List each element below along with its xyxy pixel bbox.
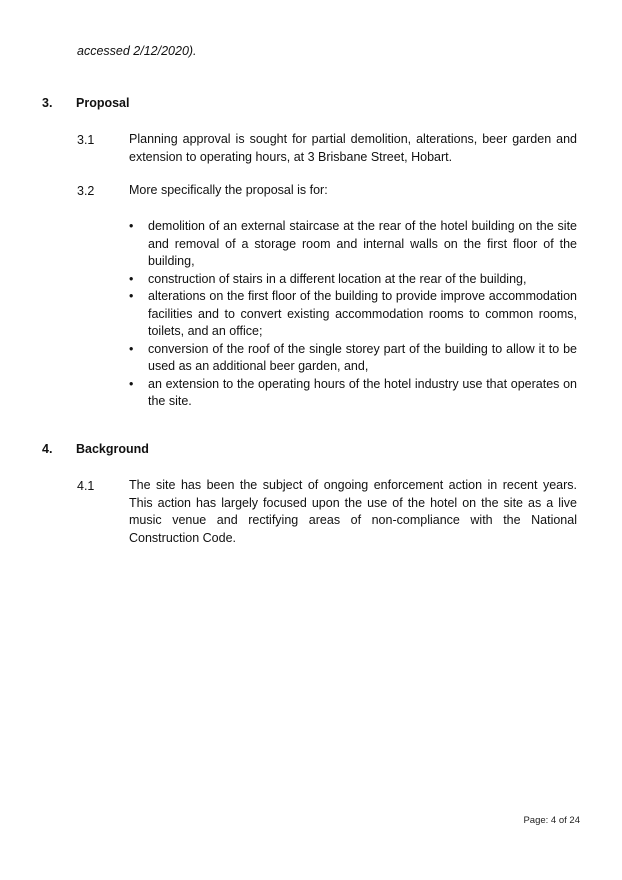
bullet-icon: •	[129, 376, 134, 391]
bullet-icon: •	[129, 219, 134, 233]
paragraph-4-1-number: 4.1	[77, 479, 95, 493]
proposal-bullet-list	[129, 218, 577, 411]
section-3-number: 3.	[42, 96, 53, 110]
bullet-text: an extension to the operating hours of the hotel industry use that operates on the site.	[148, 376, 577, 408]
section-4-title: Background	[76, 442, 149, 456]
paragraph-3-1-number: 3.1	[77, 133, 95, 147]
bullet-text: alterations on the first floor of the building to provide improve accommodation facilities and to convert existing accommodation rooms to common rooms, toilets, and an office;	[148, 289, 577, 338]
paragraph-3-2-text: More specifically the proposal is for:	[129, 183, 328, 197]
bullet-icon: •	[129, 289, 134, 303]
bullet-item	[129, 376, 577, 411]
bullet-icon: •	[129, 271, 134, 286]
continued-reference-text: accessed 2/12/2020).	[77, 44, 197, 58]
bullet-text: demolition of an external staircase at the rear of the hotel building on the site and removal of a storage room and internal walls on the first floor of the building,	[148, 219, 577, 268]
paragraph-3-2-number: 3.2	[77, 184, 95, 198]
bullet-item	[129, 271, 577, 289]
paragraph-3-1-text: Planning approval is sought for partial demolition, alterations, beer garden and extension to operating hours, at 3 Brisbane Street, Hobart.	[129, 132, 577, 164]
section-4-number: 4.	[42, 442, 53, 456]
bullet-text: construction of stairs in a different location at the rear of the building,	[148, 271, 527, 286]
section-3-title: Proposal	[76, 96, 130, 110]
bullet-text: conversion of the roof of the single storey part of the building to allow it to be used as an additional beer garden, and,	[148, 341, 577, 373]
bullet-item	[129, 218, 577, 271]
page-number-footer: Page: 4 of 24	[523, 815, 580, 826]
bullet-item	[129, 341, 577, 376]
paragraph-4-1-text: The site has been the subject of ongoing enforcement action in recent years. This action has largely focused upon the use of the hotel on the site as a live music venue and rectifying areas of non-compliance with the National Construction Code.	[129, 478, 577, 545]
bullet-item	[129, 288, 577, 341]
bullet-icon: •	[129, 341, 134, 356]
